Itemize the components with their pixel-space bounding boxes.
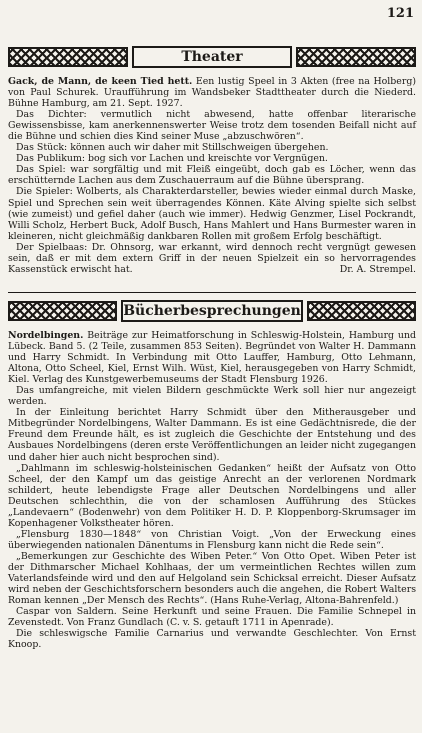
books-review-heading: Nordelbingen. xyxy=(8,330,84,341)
theater-review-heading: Gack, de Mann, de keen Tied hett. xyxy=(8,76,193,87)
books-p5: „Flensburg 1830—1848“ von Christian Voigt. „Von der Erweckung eines überwiegenden nationalen Dänentums in Flensburg kann nicht die Rede sein“. xyxy=(8,528,416,551)
theater-spiel: Das Spiel: war sorgfältig und mit Fleiß eingeübt, doch gab es Löcher, wenn das erschütternde Lachen aus dem Zuschauerraum auf die Bühne übersprang. xyxy=(8,164,416,187)
theater-banner xyxy=(8,46,416,68)
theater-review xyxy=(8,76,416,275)
theater-spielbaas: Der Spielbaas: Dr. Ohnsorg, war erkannt, wird dennoch recht vergnügt gewesen sein, daß er mit dem extern Griff in der neuen Spielzeit ein so hervorragendes Kassenstück erwischt hat. Dr. A. Strempel. xyxy=(8,241,416,275)
books-banner xyxy=(8,300,416,322)
theater-dichter: Das Dichter: vermutlich nicht abwesend, hatte offenbar literarische Gewissensbisse, kam anerkennenswerter Weise trotz dem tosenden Beifall nicht auf die Bühne und schien dies Kind seiner Muse „abzuschwören“. xyxy=(8,109,416,143)
books-p7: Caspar von Saldern. Seine Herkunft und seine Frauen. Die Familie Schnepel in Zevenstedt. Von Franz Gundlach (C. v. S. getauft 1711 in Apenrade). xyxy=(8,606,416,629)
books-p1: Nordelbingen. Beiträge zur Heimatforschung in Schleswig-Holstein, Hamburg und Lübeck. Band 5. (2 Teile, zusammen 853 Seiten). Begründet von Walter H. Dammann und Harry Schmidt. In Verbindung mit Otto Lauffer, Hamburg, Otto Lehmann, Altona, Otto Scheel, Kiel, Ernst Wilh. Wüst, Kiel, herausgegeben von Harry Schmidt, Kiel. Verlag des Kunstgewerbemuseums der Stadt Flensburg 1926. xyxy=(8,330,416,386)
ornament-left-icon xyxy=(8,301,117,321)
ornament-right-icon xyxy=(307,301,416,321)
page xyxy=(6,0,418,733)
books-p3: In der Einleitung berichtet Harry Schmidt über den Mitherausgeber und Mitbegründer Nordelbingens, Walter Dammann. Es ist eine Gedächtnisrede, die der Freund dem Freunde hält, es ist zugleich die Geschichte der Entstehung und des Ausbaues Nordelbingens (deren erste Veröffentlichungen an leider nicht zugegangen und daher hier auch nicht besprochen sind). xyxy=(8,407,416,463)
books-review xyxy=(8,330,416,650)
theater-publikum: Das Publikum: bog sich vor Lachen und kreischte vor Vergnügen. xyxy=(16,153,328,165)
books-p2: Das umfangreiche, mit vielen Bildern geschmückte Werk soll hier nur angezeigt werden. xyxy=(8,385,416,408)
page-number: 121 xyxy=(386,6,414,21)
books-title: Bücherbesprechungen xyxy=(121,300,303,322)
books-p4: „Dahlmann im schleswig-holsteinischen Gedanken“ heißt der Aufsatz von Otto Scheel, der den Kampf um das geistige Anrecht an der verlorenen Nordmark schildert, heute lebendigste Frage aller Deutschen Nordelbingens und aller Deutschen schlechthin, die von der schamlosen Aufführung des Stückes „Landevaern“ (Bodenwehr) von dem Politiker H. D. P. Kloppenborg-Skrumsager im Kopenhagener Volkstheater hören. xyxy=(8,462,416,529)
ornament-right-icon xyxy=(296,47,416,67)
theater-stueck: Das Stück: können auch wir daher mit Stillschweigen übergehen. xyxy=(16,142,329,154)
section-divider xyxy=(8,292,416,293)
books-p8: Die schleswigsche Familie Carnarius und verwandte Geschlechter. Von Ernst Knoop. xyxy=(8,628,416,651)
theater-title: Theater xyxy=(132,46,292,68)
theater-intro: Gack, de Mann, de keen Tied hett. Een lustig Speel in 3 Akten (free na Holberg) von Paul Schurek. Uraufführung im Wandsbeker Stadttheater durch die Niederd. Bühne Hamburg, am 21. Sept. 1927. xyxy=(8,76,416,110)
theater-signature: Dr. A. Strempel. xyxy=(339,263,416,275)
books-p6: „Bemerkungen zur Geschichte des Wiben Peter.“ Von Otto Opet. Wiben Peter ist der Dithmarscher Michael Kohlhaas, der um vermeintlichen Rechtes willen zum Vaterlandsfeinde wird und den auf Helgoland sein Schicksal erreicht. Dieser Aufsatz wird neben der Geschichtsforschern besonders auch die angehen, die Robert Walters Roman kennen „Der Mensch des Rechts“. (Hans Ruhe-Verlag, Altona-Bahrenfeld.) xyxy=(8,550,416,607)
ornament-left-icon xyxy=(8,47,128,67)
theater-spieler: Die Spieler: Wolberts, als Charakterdarsteller, bewies wieder einmal durch Maske, Spiel und Sprechen sein weit überragendes Können. Käte Alving spielte sich selbst (wie zumeist) und gefiel daher (auch wie immer). Hedwig Genzmer, Lisel Pockrandt, Willi Scholz, Herbert Buck, Adolf Busch, Hans Mahlert und Hans Burmester waren in kleineren, nicht gleichmäßig dankbaren Rollen mit großem Erfolg beschäftigt. xyxy=(8,186,416,242)
